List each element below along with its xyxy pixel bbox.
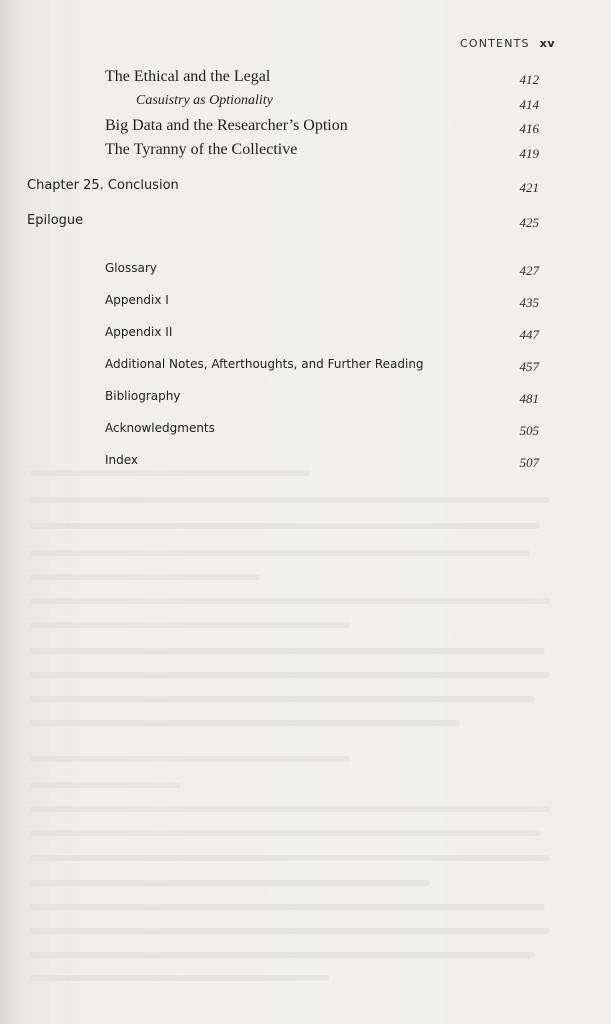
toc-entry-page: 505	[519, 423, 539, 438]
toc-entry[interactable]	[0, 93, 611, 115]
toc-entry[interactable]	[0, 261, 611, 283]
toc-entry[interactable]	[0, 357, 611, 379]
toc-entry-title: Glossary	[105, 261, 157, 275]
toc-entry-page: 435	[519, 295, 539, 310]
toc-entry-title: Index	[105, 453, 139, 467]
toc-entry-title: Big Data and the Researcher’s Option	[105, 117, 348, 134]
toc-entry-title: Appendix II	[105, 325, 173, 339]
toc-entry-title: Bibliography	[105, 389, 181, 403]
toc-entry-page: 412	[519, 72, 539, 87]
toc-entry-page: 427	[519, 263, 539, 278]
toc-entry[interactable]	[0, 117, 611, 139]
toc-entry-page: 416	[519, 121, 539, 136]
toc-entry-title: Epilogue	[27, 213, 84, 228]
toc-entry-page: 414	[519, 97, 539, 112]
toc-entry[interactable]	[0, 178, 611, 200]
toc-entry[interactable]	[0, 213, 611, 235]
toc-entry-title: Additional Notes, Afterthoughts, and Further Reading	[105, 357, 424, 371]
toc-entry[interactable]	[0, 389, 611, 411]
toc-entry-page: 507	[519, 455, 539, 470]
toc-entry-page: 419	[519, 146, 539, 161]
toc-entry-title: Appendix I	[105, 293, 169, 307]
toc-entry-title: The Tyranny of the Collective	[105, 141, 298, 158]
toc-entry-page: 481	[519, 391, 539, 406]
running-head	[460, 37, 555, 50]
toc-entry[interactable]	[0, 141, 611, 163]
toc-entry-page: 425	[519, 215, 539, 230]
toc-entry[interactable]	[0, 68, 611, 90]
running-head-label: CONTENTS	[459, 37, 530, 50]
toc-entry-page: 447	[519, 327, 539, 342]
toc-entry-page: 457	[519, 359, 539, 374]
toc-entry-title: The Ethical and the Legal	[105, 68, 271, 85]
toc-entry[interactable]	[0, 325, 611, 347]
toc-entry-title: Acknowledgments	[105, 421, 215, 435]
toc-entry[interactable]	[0, 453, 611, 475]
toc-entry-title: Chapter 25. Conclusion	[27, 178, 179, 193]
toc-entry-title: Casuistry as Optionality	[136, 93, 273, 108]
toc-entry[interactable]	[0, 293, 611, 315]
toc-entry[interactable]	[0, 421, 611, 443]
toc-entry-page: 421	[519, 180, 539, 195]
page-folio: xv	[539, 37, 555, 50]
